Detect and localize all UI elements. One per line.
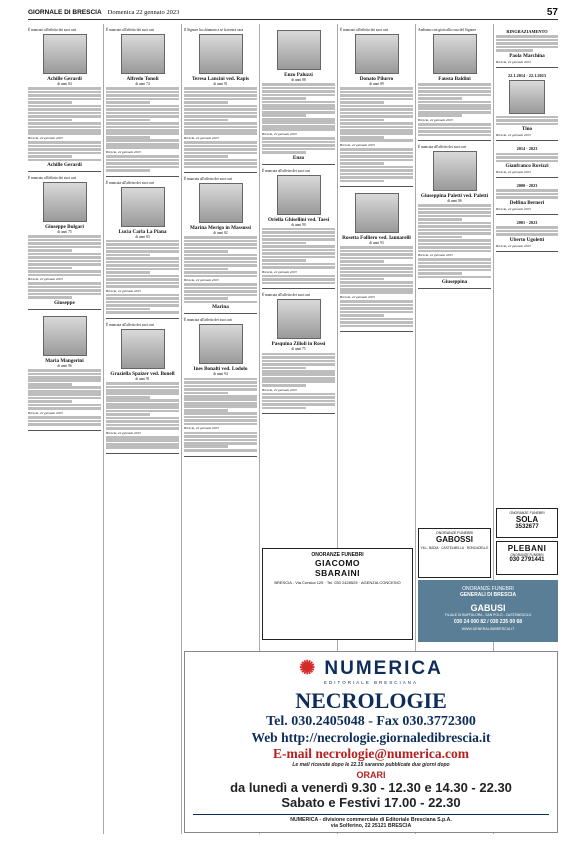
anniversary-heading: 2001 - 2023 [516, 219, 538, 225]
ad-name: PLEBANI [507, 544, 547, 553]
deceased-age: di anni 75 [57, 230, 72, 235]
column-rule [103, 24, 104, 834]
obituary-column-1 [28, 26, 101, 433]
notice-closing-name: Achille Gerardi [47, 162, 82, 169]
obituary-notice [262, 26, 335, 165]
notice-announcement: È mancato all'affetto dei suoi cari [106, 28, 155, 32]
portrait-photo [199, 183, 243, 223]
weekend-hours: Sabato e Festivi 17.00 - 22.30 [281, 795, 461, 810]
text-lines [418, 83, 491, 117]
text-lines [106, 294, 179, 314]
deceased-name: Delfina Berneri [509, 199, 545, 206]
text-lines [496, 153, 558, 163]
obituary-column-3 [184, 26, 257, 459]
obituary-column-2 [106, 26, 179, 456]
deceased-name: Rosetta Folliero ved. Iannarelli [342, 235, 411, 242]
deceased-age: di anni 83 [135, 234, 150, 239]
notice-place-date: Brescia, 22 gennaio 2023 [496, 206, 531, 211]
deceased-name: Enzo Paluzzi [284, 72, 313, 78]
numerica-note: Le mail ricevute dopo le 22.15 saranno pubblicate due giorni dopo [292, 762, 450, 768]
portrait-photo [43, 316, 87, 356]
obituary-notice [262, 291, 335, 414]
deceased-age: di anni 96 [57, 363, 72, 368]
deceased-name: Graziella Spaizer ved. Bonell [110, 370, 175, 377]
deceased-age: di anni 93 [369, 241, 384, 246]
notice-announcement: È mancata all'affetto dei suoi cari [106, 180, 154, 185]
deceased-name: Giuseppina Paletti ved. Paletti [420, 193, 489, 200]
notice-place-date: Brescia, 22 gennaio 2023 [184, 426, 219, 431]
text-lines [28, 87, 101, 135]
numerica-address: via Solferino, 22 25121 BRESCIA [330, 823, 412, 829]
notice-place-date: Brescia, 22 gennaio 2023 [418, 118, 453, 123]
notice-announcement: È mancata all'affetto dei suoi cari [184, 318, 232, 323]
numerica-phone: Tel. 030.2405048 - Fax 030.3772300 [266, 714, 476, 729]
deceased-age: di anni 90 [291, 222, 306, 227]
page-date: Domenica 22 gennaio 2023 [107, 9, 180, 16]
obituary-notice [106, 26, 179, 177]
text-lines [184, 432, 257, 452]
text-lines [184, 141, 257, 168]
deceased-age: di anni 75 [291, 347, 306, 352]
portrait-photo [277, 175, 321, 215]
notice-place-date: Brescia, 22 gennaio 2023 [106, 430, 141, 435]
anniversary-notice [496, 70, 558, 142]
gabusi-ad [418, 580, 558, 642]
necrologie-title: NECROLOGIE [295, 688, 447, 713]
deceased-name: Donato Pilurro [359, 76, 394, 83]
numerica-logo-text: NUMERICA [324, 658, 443, 679]
notice-announcement: È mancato all'affetto dei suoi cari [340, 28, 389, 32]
portrait-photo [355, 34, 399, 74]
anniversary-notice [496, 217, 558, 252]
ad-subheading: GENERALI DI BRESCIA [459, 592, 517, 598]
text-lines [340, 300, 413, 327]
notice-place-date: Brescia, 22 gennaio 2023 [262, 131, 297, 136]
text-lines [106, 87, 179, 149]
portrait-photo [433, 151, 477, 191]
text-lines [340, 246, 413, 294]
plebani-ad [496, 541, 558, 575]
deceased-age: di anni 86 [447, 199, 462, 204]
ad-heading: ONORANZE FUNEBRI [462, 586, 514, 592]
notice-announcement: È mancato all'affetto dei suoi cari [28, 176, 77, 181]
text-lines [28, 282, 101, 299]
deceased-age: di anni 91 [213, 82, 228, 87]
deceased-name: Lucia Carla La Piana [118, 228, 167, 235]
notice-announcement: È mancata all'affetto dei suoi cari [184, 177, 232, 182]
notice-place-date: Brescia, 22 gennaio 2023 [106, 150, 141, 155]
obituary-notice [106, 179, 179, 319]
anniversary-notice [496, 180, 558, 215]
obituary-notice [28, 26, 101, 172]
notice-announcement: È mancata all'affetto dei suoi cari [262, 168, 310, 173]
text-lines [262, 83, 335, 131]
text-lines [184, 87, 257, 135]
portrait-photo [121, 187, 165, 227]
text-lines [28, 235, 101, 276]
text-lines [28, 369, 101, 410]
text-lines [496, 189, 558, 199]
portrait-photo [43, 182, 87, 222]
deceased-age: di anni 74 [135, 82, 150, 87]
notice-announcement: Andiamo con gioia alla casa del Signore [418, 28, 477, 32]
text-lines [262, 393, 335, 410]
deceased-name: Achille Gerardi [47, 76, 82, 83]
notice-announcement: È mancata all'affetto dei suoi cari [262, 293, 310, 298]
text-lines [496, 116, 558, 126]
notice-announcement: È mancato all'affetto dei suoi cari [28, 28, 77, 32]
deceased-name: Tino [521, 126, 533, 133]
notice-place-date: Brescia, 22 gennaio 2023 [496, 243, 531, 248]
deceased-name: Marina Merigo in Massussi [190, 225, 251, 232]
ad-name: GIACOMO [314, 558, 361, 568]
notice-place-date: Brescia, 22 gennaio 2023 [496, 133, 531, 138]
column-rule [181, 24, 182, 834]
newspaper-title: GIORNALE DI BRESCIA [28, 9, 102, 16]
deceased-age: di anni 84 [57, 82, 72, 87]
anniversary-heading: 22.1.2014 - 22.1.2023 [508, 72, 546, 78]
notice-place-date: Brescia, 22 gennaio 2023 [340, 143, 375, 148]
text-lines [262, 353, 335, 387]
deceased-name: Uberto Ugoletti [509, 236, 545, 243]
ad-name: GABOSSI [436, 535, 473, 544]
sbaraini-funeral-ad [262, 548, 413, 640]
obituary-notice [184, 175, 257, 314]
obituary-notice [28, 312, 101, 431]
text-lines [340, 87, 413, 142]
obituary-notice [184, 316, 257, 456]
notice-place-date: Brescia, 22 gennaio 2023 [28, 410, 63, 415]
notice-place-date: Brescia, 22 gennaio 2023 [262, 269, 297, 274]
text-lines [496, 226, 558, 236]
ad-heading: ONORANZE FUNEBRI [435, 531, 474, 535]
obituary-notice [418, 143, 491, 289]
text-lines [106, 436, 179, 449]
notice-announcement: È mancata all'affetto dei suoi cari [418, 145, 466, 150]
portrait-photo [121, 34, 165, 74]
text-lines [418, 204, 491, 252]
anniversary-heading: 2014 - 2023 [516, 146, 538, 152]
numerica-email: E-mail necrologie@numerica.com [272, 746, 469, 761]
ad-phones: 030 24 000 82 / 030 235 00 68 [453, 619, 523, 625]
ad-towns: VILL. BADIA · CASTELMELLA · RONCADELLE [420, 546, 489, 550]
notice-place-date: Brescia, 22 gennaio 2023 [262, 387, 297, 392]
obituary-notice [106, 321, 179, 454]
portrait-photo [199, 324, 243, 364]
anniversary-notice [496, 26, 558, 68]
ad-name: GABUSI [470, 603, 506, 613]
gabossi-ad [418, 528, 491, 578]
text-lines [262, 137, 335, 154]
ad-heading: ONORANZE FUNEBRI [509, 511, 545, 515]
text-lines [262, 275, 335, 285]
deceased-name: Fausta Baldini [438, 76, 471, 83]
notice-place-date: Brescia, 22 gennaio 2023 [184, 136, 219, 141]
obituary-column-4 [262, 26, 335, 546]
portrait-photo [355, 193, 399, 233]
swirl-icon: ✺ [299, 658, 318, 679]
numerica-logo [185, 657, 557, 680]
page-number: 57 [546, 7, 558, 18]
obituary-notice [262, 167, 335, 290]
page-header [28, 6, 558, 20]
obituary-notice [184, 26, 257, 173]
deceased-name: Pasquina Zilioli in Rossi [271, 341, 326, 348]
notice-place-date: Brescia, 22 gennaio 2023 [496, 59, 531, 64]
obituary-column-7 [496, 26, 558, 506]
text-lines [340, 148, 413, 182]
deceased-name: Ines Bonalti ved. Lodolo [193, 366, 248, 373]
portrait-photo [509, 80, 545, 114]
orari-title: ORARI [356, 770, 386, 780]
ad-website: WWW.GENERALIDIBRESCIA.IT [461, 627, 515, 631]
text-lines [28, 141, 101, 161]
ad-heading: ONORANZE FUNEBRI [311, 552, 364, 558]
anniversary-notice [496, 143, 558, 178]
ad-heading: ONORANZE FUNEBRI [510, 553, 544, 557]
obituary-column-6 [418, 26, 491, 526]
notice-place-date: Brescia, 22 gennaio 2023 [106, 288, 141, 293]
ad-phone: 3532677 [515, 524, 539, 530]
portrait-photo [43, 34, 87, 74]
deceased-name: Paola Marchina [509, 52, 545, 59]
deceased-age: di anni 89 [369, 82, 384, 87]
deceased-name: Alfredo Tonoli [126, 76, 159, 83]
ad-name: SOLA [515, 515, 539, 524]
text-lines [106, 240, 179, 288]
deceased-name: Oriella Ghisellini ved. Taesi [267, 216, 330, 223]
notice-place-date: Brescia, 22 gennaio 2023 [28, 136, 63, 141]
portrait-photo [277, 299, 321, 339]
numerica-necrologie-ad [184, 651, 558, 833]
deceased-name: Teresa Lancini ved. Rapis [191, 76, 250, 83]
notice-place-date: Brescia, 22 gennaio 2023 [28, 277, 63, 282]
notice-place-date: Brescia, 22 gennaio 2023 [418, 253, 453, 258]
text-lines [184, 236, 257, 277]
notice-announcement: Il Signore ha chiamato a sé la nostra cara [184, 28, 244, 32]
portrait-photo [121, 329, 165, 369]
obituary-notice [340, 189, 413, 332]
notice-closing-name: Giuseppe [54, 299, 75, 306]
weekday-hours: da lunedì a venerdì 9.30 - 12.30 e 14.30 - 22.30 [230, 780, 512, 795]
text-lines [184, 283, 257, 303]
obituary-notice [28, 174, 101, 310]
notice-place-date: Brescia, 22 gennaio 2023 [340, 295, 375, 300]
notice-closing-name: Giuseppina [441, 279, 468, 286]
ad-phone: 030 2791441 [509, 557, 545, 563]
text-lines [184, 378, 257, 426]
ad-branches: FILIALE DI BUFFALORA - SAN POLO - CASTENEDOLO [444, 613, 532, 617]
ad-address: BRESCIA - Via Corsica 125 · Tel. 030 2428525 · AGENZIA CONCESIO [274, 580, 401, 585]
notice-closing-name: Enzo [292, 154, 305, 161]
deceased-name: Gianfranco Rovizzi [505, 163, 549, 170]
text-lines [106, 382, 179, 430]
text-lines [496, 35, 558, 52]
obituary-notice [340, 26, 413, 187]
anniversary-heading: RINGRAZIAMENTO [506, 29, 548, 34]
portrait-photo [277, 30, 321, 70]
deceased-name: Giuseppe Bulgari [45, 224, 84, 231]
deceased-age: di anni 91 [135, 376, 150, 381]
text-lines [262, 228, 335, 269]
numerica-web: Web http://necrologie.giornaledibrescia.it [251, 730, 491, 745]
sola-ad [496, 508, 558, 538]
deceased-age: di anni 94 [213, 372, 228, 377]
notice-place-date: Brescia, 22 gennaio 2023 [496, 170, 531, 175]
numerica-footer: NUMERICA - divisione commerciale di Editoriale Bresciana S.p.A. [193, 814, 549, 823]
numerica-subtitle: EDITORIALE BRESCIANA [324, 680, 418, 685]
portrait-photo [199, 34, 243, 74]
notice-place-date: Brescia, 22 gennaio 2023 [184, 278, 219, 283]
text-lines [418, 123, 491, 136]
anniversary-heading: 2000 - 2023 [516, 183, 538, 189]
text-lines [28, 416, 101, 426]
text-lines [106, 155, 179, 172]
deceased-name: Maria Mangerini [45, 357, 84, 364]
obituary-notice [418, 26, 491, 141]
text-lines [418, 258, 491, 278]
deceased-age: di anni 88 [291, 78, 306, 82]
portrait-photo [433, 34, 477, 74]
notice-closing-name: Marina [212, 304, 229, 311]
notice-announcement: È mancata all'affetto dei suoi cari [106, 322, 154, 327]
deceased-age: di anni 82 [213, 231, 228, 236]
ad-surname: SBARAINI [314, 568, 361, 578]
